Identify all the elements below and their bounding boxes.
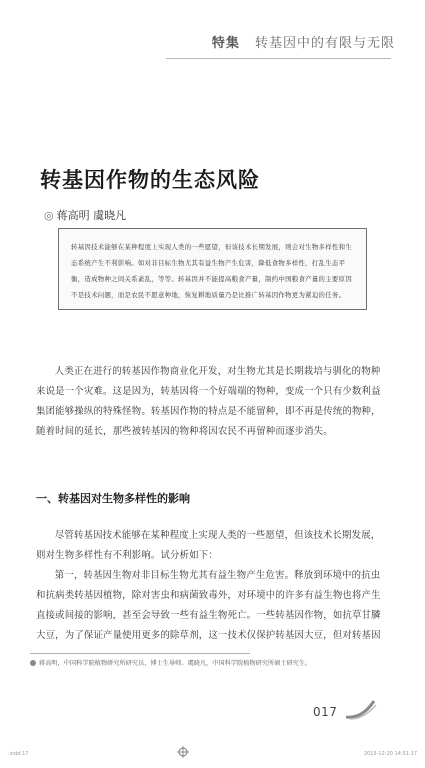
- paragraph-4: 直接或间接的影响，甚至会导致一些有益生物死亡。一些转基因作物，如抗草甘膦大豆，为了保证产量使用更多的除草剂，这一技术仅保护转基因大豆，但对转基因: [36, 610, 381, 641]
- abstract-text: 转基因技术能够在某种程度上实现人类的一些愿望，但该技术长期发展，则会对生物多样性和生态系统产生不利影响。如对非目标生物尤其有益生物产生危害，降低食物多样性，打乱生态平衡，造成物种之间关系紊乱，等等。转基因并不能提高粮食产量，制约中国粮食产量的主要原因不是技术问题，而是农民不愿意种地，恢复耕地质量乃是比推广转基因作物更为紧迫的任务。: [71, 243, 353, 299]
- author-footnote: [30, 658, 390, 667]
- author-mark: ◎: [44, 209, 54, 222]
- footnote-text: 蒋高明，中国科学院植物研究所研究员，博士生导师。虞晓凡，中国科学院植物研究所硕士研究生。: [39, 660, 312, 667]
- section-title: 转基因中的有限与无限: [254, 36, 395, 51]
- section-heading: 一、转基因对生物多样性的影响: [36, 492, 190, 505]
- abstract-box: [58, 228, 367, 310]
- bullet-icon: [30, 660, 36, 666]
- paragraph-3: 第一，转基因生物对非目标生物尤其有益生物产生危害。释放到环境中的抗虫和抗病类转基因植物，除对害虫和病菌致毒外，对环境中的许多有益生物也将产生: [36, 570, 381, 601]
- article-title: 转基因作物的生态风险: [40, 167, 260, 192]
- section-tag: 特集: [211, 36, 240, 51]
- print-footer-timestamp: 2013-12-20 14:51:17: [363, 751, 417, 757]
- paragraph-intro: 人类正在进行的转基因作物商业化开发，对生物尤其是长期栽培与驯化的物种来说是一个灾难。这是因为，转基因将一个好端端的物种，变成一个只有少数利益集团能够操纵的特殊怪物。转基因作物的特点是不能留种，即不再是传统的物种，随着时间的延长，那些被转基因的物种将因农民不再留种而逐步消失。: [36, 366, 381, 437]
- page-number: 017: [313, 705, 338, 719]
- registration-mark-icon: [177, 746, 189, 758]
- page-swoosh-icon: [344, 697, 378, 721]
- paragraph-2: 尽管转基因技术能够在某种程度上实现人类的一些愿望，但该技术长期发展，则对生物多样性有不利影响。试分析如下：: [36, 530, 381, 561]
- author-names: 蒋高明 虞晓凡: [56, 209, 127, 222]
- author-line: [44, 207, 126, 223]
- header-divider: [166, 58, 391, 59]
- running-header: [212, 32, 395, 51]
- footnote-divider: [30, 653, 250, 654]
- print-footer-file: .indd 17: [8, 751, 29, 757]
